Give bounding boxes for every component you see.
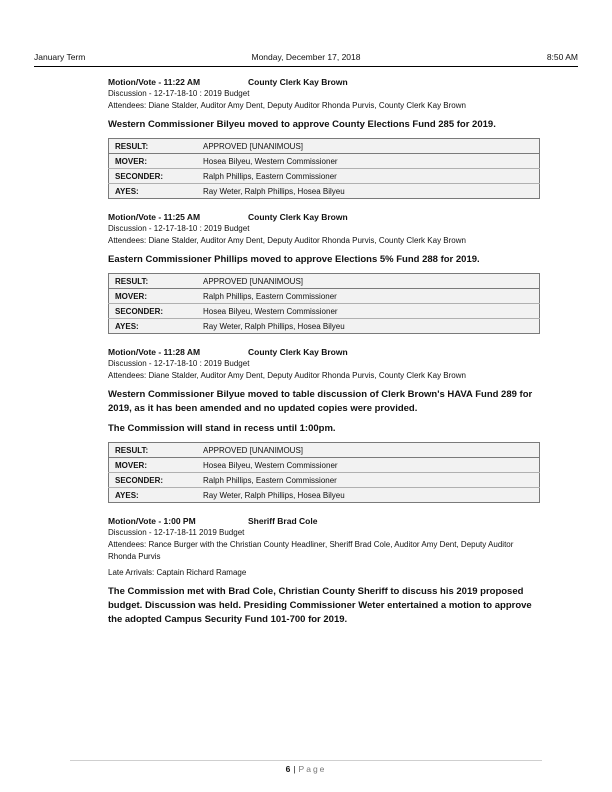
seconder-label: SECONDER: (109, 304, 198, 319)
late-arrivals: Late Arrivals: Captain Richard Ramage (108, 568, 247, 577)
motion-heading (108, 211, 540, 223)
vote-row-mover (109, 154, 540, 169)
result-value: APPROVED [UNANIMOUS] (197, 274, 540, 289)
discussion-line: Discussion - 12-17-18-10 : 2019 Budget (108, 224, 250, 233)
result-value: APPROVED [UNANIMOUS] (197, 139, 540, 154)
seconder-value: Hosea Bilyeu, Western Commissioner (197, 304, 540, 319)
seconder-label: SECONDER: (109, 169, 198, 184)
discussion-line: Discussion - 12-17-18-10 : 2019 Budget (108, 89, 250, 98)
attendees-line: Attendees: Diane Stalder, Auditor Amy Dent, Deputy Auditor Rhonda Purvis, County Clerk Kay Brown (108, 236, 466, 245)
motion-block (108, 76, 540, 199)
vote-row-ayes (109, 184, 540, 199)
motion-time: Motion/Vote - 11:25 AM (108, 212, 201, 222)
motion-time: Motion/Vote - 11:28 AM (108, 347, 201, 357)
result-label: RESULT: (109, 274, 198, 289)
page-number: 6 (285, 764, 291, 774)
ayes-label: AYES: (115, 490, 139, 500)
motion-text: Eastern Commissioner Phillips moved to approve Elections 5% Fund 288 for 2019. (108, 254, 480, 265)
page-word: Page (298, 764, 327, 774)
result-label: RESULT: (109, 139, 198, 154)
motion-heading (108, 346, 540, 358)
header-term: January Term (34, 52, 86, 62)
vote-row-ayes (109, 488, 540, 503)
footer-separator: | (293, 764, 296, 774)
motion-time: Motion/Vote - 11:22 AM (108, 77, 201, 87)
motion-block (108, 211, 540, 334)
mover-label: MOVER: (109, 289, 198, 304)
vote-table (108, 442, 540, 503)
ayes-value: Ray Weter, Ralph Phillips, Hosea Bilyeu (203, 321, 345, 331)
vote-row-mover (109, 289, 540, 304)
result-label: RESULT: (109, 443, 198, 458)
mover-label: MOVER: (109, 458, 198, 473)
motion-text: Western Commissioner Bilyeu moved to approve County Elections Fund 285 for 2019. (108, 119, 496, 130)
motion-presenter: County Clerk Kay Brown (248, 347, 348, 357)
ayes-value: Ray Weter, Ralph Phillips, Hosea Bilyeu (203, 186, 345, 196)
attendees-line: Attendees: Diane Stalder, Auditor Amy Dent, Deputy Auditor Rhonda Purvis, County Clerk Kay Brown (108, 101, 466, 110)
attendees-line: Attendees: Diane Stalder, Auditor Amy Dent, Deputy Auditor Rhonda Purvis, County Clerk Kay Brown (108, 371, 466, 380)
mover-value: Ralph Phillips, Eastern Commissioner (197, 289, 540, 304)
header-date: Monday, December 17, 2018 (251, 52, 361, 62)
vote-table (108, 138, 540, 199)
seconder-value: Ralph Phillips, Eastern Commissioner (197, 473, 540, 488)
page-header (34, 50, 578, 67)
mover-value: Hosea Bilyeu, Western Commissioner (197, 458, 540, 473)
seconder-value: Ralph Phillips, Eastern Commissioner (197, 169, 540, 184)
motion-text: Western Commissioner Bilyue moved to table discussion of Clerk Brown's HAVA Fund 289 for 2019, as it has been amended and no updated copies were provided. (108, 389, 533, 414)
vote-table (108, 273, 540, 334)
vote-row-mover (109, 458, 540, 473)
header-time: 8:50 AM (546, 52, 578, 62)
ayes-label: AYES: (115, 186, 139, 196)
motion-presenter: County Clerk Kay Brown (248, 212, 348, 222)
motion-block (108, 515, 540, 627)
motion-text: The Commission met with Brad Cole, Christian County Sheriff to discuss his 2019 proposed budget. Discussion was held. Presiding Commissioner Weter entertained a motion to approve the adopted Campus Security Fund 101-700 for 2019. (108, 586, 532, 625)
vote-row-seconder (109, 169, 540, 184)
vote-row-ayes (109, 319, 540, 334)
recess-text: The Commission will stand in recess until 1:00pm. (108, 423, 336, 434)
mover-value: Hosea Bilyeu, Western Commissioner (197, 154, 540, 169)
vote-row-result (109, 139, 540, 154)
result-value: APPROVED [UNANIMOUS] (197, 443, 540, 458)
page-footer (70, 760, 542, 774)
attendees-line: Attendees: Rance Burger with the Christian County Headliner, Sheriff Brad Cole, Auditor Amy Dent, Deputy Auditor Rhonda Purvis (108, 540, 514, 561)
motion-presenter: Sheriff Brad Cole (248, 516, 318, 526)
motion-block (108, 346, 540, 503)
seconder-label: SECONDER: (109, 473, 198, 488)
motion-heading (108, 76, 540, 88)
ayes-label: AYES: (115, 321, 139, 331)
minutes-content (108, 76, 540, 627)
motion-heading (108, 515, 540, 527)
vote-row-result (109, 443, 540, 458)
motion-time: Motion/Vote - 1:00 PM (108, 516, 196, 526)
motion-presenter: County Clerk Kay Brown (248, 77, 348, 87)
ayes-value: Ray Weter, Ralph Phillips, Hosea Bilyeu (203, 490, 345, 500)
vote-row-seconder (109, 304, 540, 319)
vote-row-seconder (109, 473, 540, 488)
discussion-line: Discussion - 12-17-18-10 : 2019 Budget (108, 359, 250, 368)
discussion-line: Discussion - 12-17-18-11 2019 Budget (108, 528, 245, 537)
mover-label: MOVER: (109, 154, 198, 169)
vote-row-result (109, 274, 540, 289)
